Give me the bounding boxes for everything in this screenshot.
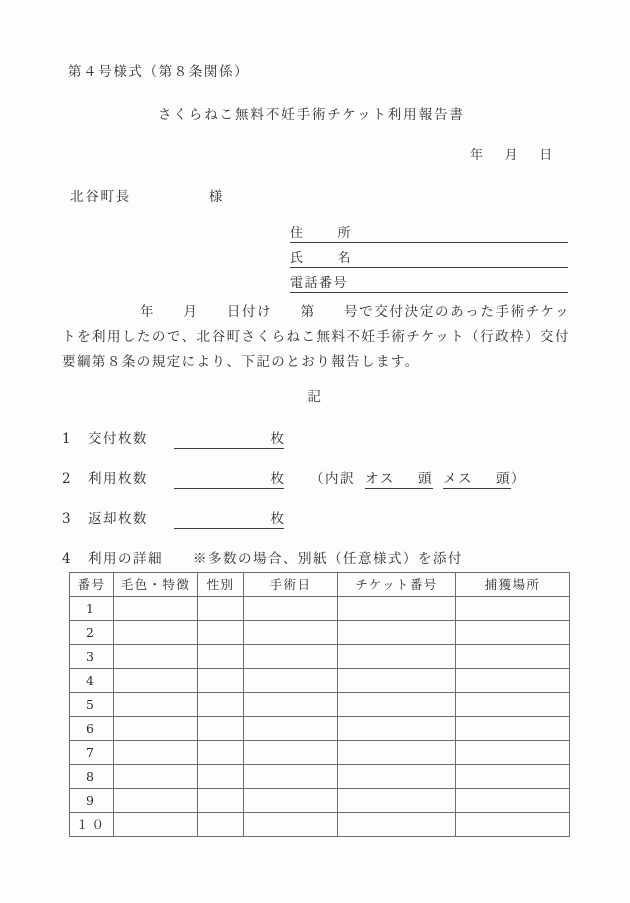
issued-count-unit: 枚 xyxy=(270,431,284,447)
cell-place[interactable] xyxy=(456,669,570,693)
cell-color[interactable] xyxy=(114,789,198,813)
table-header-row xyxy=(70,573,570,597)
table-row xyxy=(70,741,570,765)
cell-place[interactable] xyxy=(456,621,570,645)
cell-date[interactable] xyxy=(244,789,338,813)
addressee-name: 北谷町長 xyxy=(70,189,131,205)
cell-color[interactable] xyxy=(114,669,198,693)
cell-date[interactable] xyxy=(244,741,338,765)
header-surgery-date: 手術日 xyxy=(244,573,338,597)
cell-date[interactable] xyxy=(244,765,338,789)
female-unit: 頭 xyxy=(496,471,511,487)
address-field[interactable] xyxy=(352,227,568,242)
cell-sex[interactable] xyxy=(198,789,244,813)
cell-ticket[interactable] xyxy=(338,765,456,789)
returned-count-unit: 枚 xyxy=(270,511,284,527)
header-color: 毛色・特徴 xyxy=(114,573,198,597)
item-returned-count xyxy=(62,507,284,529)
table-row xyxy=(70,813,570,837)
cell-place[interactable] xyxy=(456,693,570,717)
cell-place[interactable] xyxy=(456,741,570,765)
cell-date[interactable] xyxy=(244,597,338,621)
cell-sex[interactable] xyxy=(198,765,244,789)
returned-count-field[interactable] xyxy=(174,507,284,529)
row-number: 7 xyxy=(70,741,114,765)
cell-color[interactable] xyxy=(114,813,198,837)
phone-label: 電話番号 xyxy=(290,276,349,291)
row-number: 3 xyxy=(70,645,114,669)
sender-phone-row xyxy=(290,272,568,293)
cell-place[interactable] xyxy=(456,717,570,741)
issued-count-field[interactable] xyxy=(174,427,284,449)
cell-color[interactable] xyxy=(114,645,198,669)
cell-sex[interactable] xyxy=(198,621,244,645)
body-year-label: 年 xyxy=(140,304,156,320)
date-day-label: 日 xyxy=(539,148,554,163)
item-used-count xyxy=(62,467,526,489)
cell-ticket[interactable] xyxy=(338,693,456,717)
item-4-label: 利用の詳細 xyxy=(88,551,163,567)
cell-sex[interactable] xyxy=(198,669,244,693)
cell-sex[interactable] xyxy=(198,693,244,717)
sender-address-row xyxy=(290,222,568,243)
row-number: 2 xyxy=(70,621,114,645)
cell-color[interactable] xyxy=(114,717,198,741)
item-4-number: 4 xyxy=(62,551,73,567)
cell-sex[interactable] xyxy=(198,597,244,621)
row-number: 9 xyxy=(70,789,114,813)
form-number: 第４号様式（第８条関係） xyxy=(68,64,250,80)
phone-field[interactable] xyxy=(348,277,568,292)
cell-date[interactable] xyxy=(244,717,338,741)
cell-sex[interactable] xyxy=(198,717,244,741)
used-count-unit: 枚 xyxy=(270,471,284,487)
male-unit: 頭 xyxy=(418,471,433,487)
row-number: １０ xyxy=(70,813,114,837)
cell-color[interactable] xyxy=(114,621,198,645)
item-1-label: 交付枚数 xyxy=(88,431,148,447)
table-row xyxy=(70,789,570,813)
header-ticket-number: チケット番号 xyxy=(338,573,456,597)
cell-place[interactable] xyxy=(456,789,570,813)
item-4-note: ※多数の場合、別紙（任意様式）を添付 xyxy=(193,551,463,567)
body-month-label: 月 xyxy=(183,304,199,320)
female-count-field[interactable] xyxy=(443,467,511,489)
table-row xyxy=(70,645,570,669)
cell-ticket[interactable] xyxy=(338,741,456,765)
cell-place[interactable] xyxy=(456,645,570,669)
item-issued-count xyxy=(62,427,284,449)
document-title: さくらねこ無料不妊手術チケット利用報告書 xyxy=(158,107,465,123)
cell-ticket[interactable] xyxy=(338,621,456,645)
row-number: 5 xyxy=(70,693,114,717)
date-month-label: 月 xyxy=(504,148,520,163)
body-paragraph xyxy=(62,300,570,375)
table-row xyxy=(70,597,570,621)
breakdown-close-paren: ） xyxy=(511,471,526,487)
cell-color[interactable] xyxy=(114,741,198,765)
table-row xyxy=(70,621,570,645)
header-no: 番号 xyxy=(70,573,114,597)
cell-date[interactable] xyxy=(244,669,338,693)
item-2-label: 利用枚数 xyxy=(88,471,148,487)
cell-place[interactable] xyxy=(456,765,570,789)
row-number: 1 xyxy=(70,597,114,621)
cell-ticket[interactable] xyxy=(338,597,456,621)
cell-date[interactable] xyxy=(244,693,338,717)
cell-color[interactable] xyxy=(114,597,198,621)
body-number-label: 第 xyxy=(300,304,316,320)
breakdown-open-paren: （内訳 xyxy=(310,471,355,487)
sender-info-block xyxy=(290,222,568,293)
item-3-label: 返却枚数 xyxy=(88,511,148,527)
cell-place[interactable] xyxy=(456,597,570,621)
item-2-number: 2 xyxy=(62,471,73,487)
date-year-label: 年 xyxy=(470,148,485,163)
table-body xyxy=(70,597,570,837)
cell-ticket[interactable] xyxy=(338,813,456,837)
addressee-honorific: 様 xyxy=(208,189,225,205)
address-label: 住 所 xyxy=(290,226,352,241)
used-count-field[interactable] xyxy=(174,467,284,489)
cell-sex[interactable] xyxy=(198,645,244,669)
row-number: 4 xyxy=(70,669,114,693)
item-1-number: 1 xyxy=(62,431,73,447)
name-field[interactable] xyxy=(352,252,568,267)
cell-place[interactable] xyxy=(456,813,570,837)
body-day-label: 日付け xyxy=(226,304,273,320)
cell-color[interactable] xyxy=(114,765,198,789)
header-capture-place: 捕獲場所 xyxy=(456,573,570,597)
name-label: 氏 名 xyxy=(290,251,352,266)
cell-sex[interactable] xyxy=(198,741,244,765)
ki-mark: 記 xyxy=(307,389,323,405)
cell-date[interactable] xyxy=(244,645,338,669)
sex-breakdown xyxy=(310,467,526,489)
usage-detail-table xyxy=(69,572,570,837)
cell-sex[interactable] xyxy=(198,813,244,837)
cell-ticket[interactable] xyxy=(338,717,456,741)
date-line xyxy=(470,144,554,163)
row-number: 6 xyxy=(70,717,114,741)
header-sex: 性別 xyxy=(198,573,244,597)
female-label: メス xyxy=(443,471,473,487)
row-number: 8 xyxy=(70,765,114,789)
item-usage-detail-heading xyxy=(62,547,463,567)
sender-name-row xyxy=(290,247,568,268)
male-count-field[interactable] xyxy=(365,467,433,489)
table-row xyxy=(70,765,570,789)
table-row xyxy=(70,669,570,693)
cell-date[interactable] xyxy=(244,621,338,645)
cell-ticket[interactable] xyxy=(338,645,456,669)
cell-ticket[interactable] xyxy=(338,669,456,693)
cell-date[interactable] xyxy=(244,813,338,837)
item-3-number: 3 xyxy=(62,511,73,527)
body-main-text: 号で交付決定のあった手術チケットを利用したので、北谷町さくらねこ無料不妊手術チケット（行政枠）交付要綱第８条の規定により、下記のとおり報告します。 xyxy=(62,304,571,370)
male-label: オス xyxy=(365,471,395,487)
cell-color[interactable] xyxy=(114,693,198,717)
table-row xyxy=(70,693,570,717)
addressee xyxy=(70,185,224,205)
table-row xyxy=(70,717,570,741)
cell-ticket[interactable] xyxy=(338,789,456,813)
